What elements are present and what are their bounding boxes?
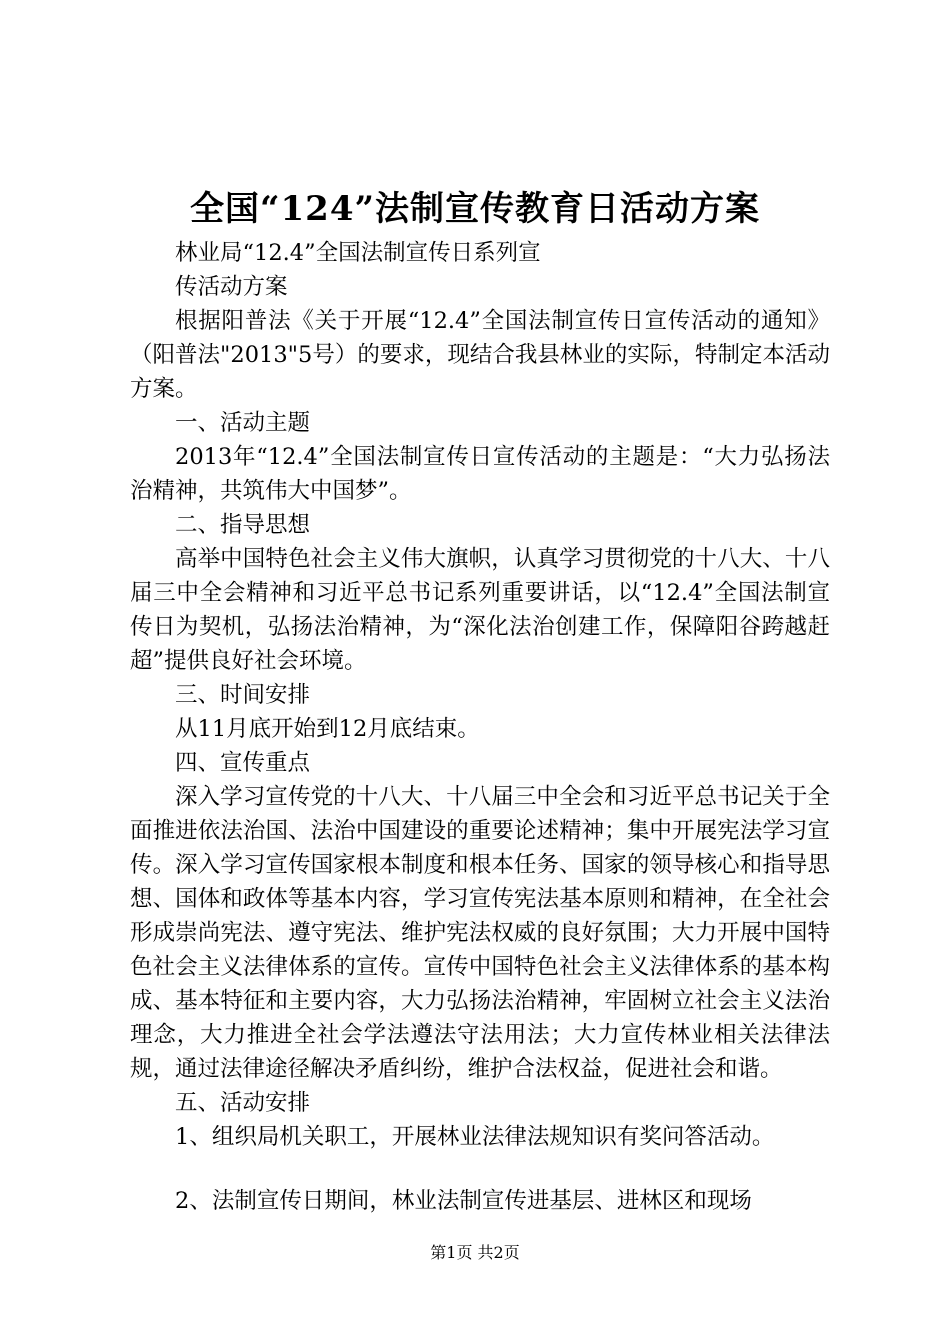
document-title: 全国“124”法制宣传教育日活动方案 (189, 189, 761, 229)
paragraph-schedule: 从11月底开始到12月底结束。 (175, 716, 480, 742)
document-body (130, 236, 830, 1218)
paragraph-guidance: 高举中国特色社会主义伟大旗帜，认真学习贯彻党的十八大、十八届三中全会精神和习近平总书记系列重要讲话，以“12.4”全国法制宣传日为契机，弘扬法治精神，为“深化法治创建工作，保障阳谷跨越赶超”提供良好社会环境。 (130, 546, 830, 674)
paragraph-intro: 根据阳普法《关于开展“12.4”全国法制宣传日宣传活动的通知》（阳普法"2013"5号）的要求，现结合我县林业的实际，特制定本活动方案。 (130, 308, 830, 402)
paragraph-arrangement-1: 1、组织局机关职工，开展林业法律法规知识有奖问答活动。 (175, 1124, 775, 1150)
page-number: 第1页 共2页 (430, 1243, 520, 1262)
section-heading-arrangement: 五、活动安排 (175, 1090, 311, 1116)
section-heading-focus: 四、宣传重点 (175, 750, 311, 776)
paragraph-subtitle-line1: 林业局“12.4”全国法制宣传日系列宣 (175, 240, 541, 266)
paragraph-theme: 2013年“12.4”全国法制宣传日宣传活动的主题是：“大力弘扬法治精神，共筑伟大中国梦”。 (130, 444, 830, 504)
section-heading-guidance: 二、指导思想 (175, 512, 311, 538)
paragraph-subtitle-line2: 传活动方案 (175, 274, 288, 300)
section-heading-theme: 一、活动主题 (175, 410, 311, 436)
paragraph-focus: 深入学习宣传党的十八大、十八届三中全会和习近平总书记关于全面推进依法治国、法治中国建设的重要论述精神；集中开展宪法学习宣传。深入学习宣传国家根本制度和根本任务、国家的领导核心和指导思想、国体和政体等基本内容，学习宣传宪法基本原则和精神，在全社会形成崇尚宪法、遵守宪法、维护宪法权威的良好氛围；大力开展中国特色社会主义法律体系的宣传。宣传中国特色社会主义法律体系的基本构成、基本特征和主要内容，大力弘扬法治精神，牢固树立社会主义法治理念，大力推进全社会学法遵法守法用法；大力宣传林业相关法律法规，通过法律途径解决矛盾纠纷，维护合法权益，促进社会和谐。 (130, 784, 830, 1082)
paragraph-arrangement-2: 2、法制宣传日期间，林业法制宣传进基层、进林区和现场 (175, 1188, 752, 1214)
section-heading-schedule: 三、时间安排 (175, 682, 311, 708)
